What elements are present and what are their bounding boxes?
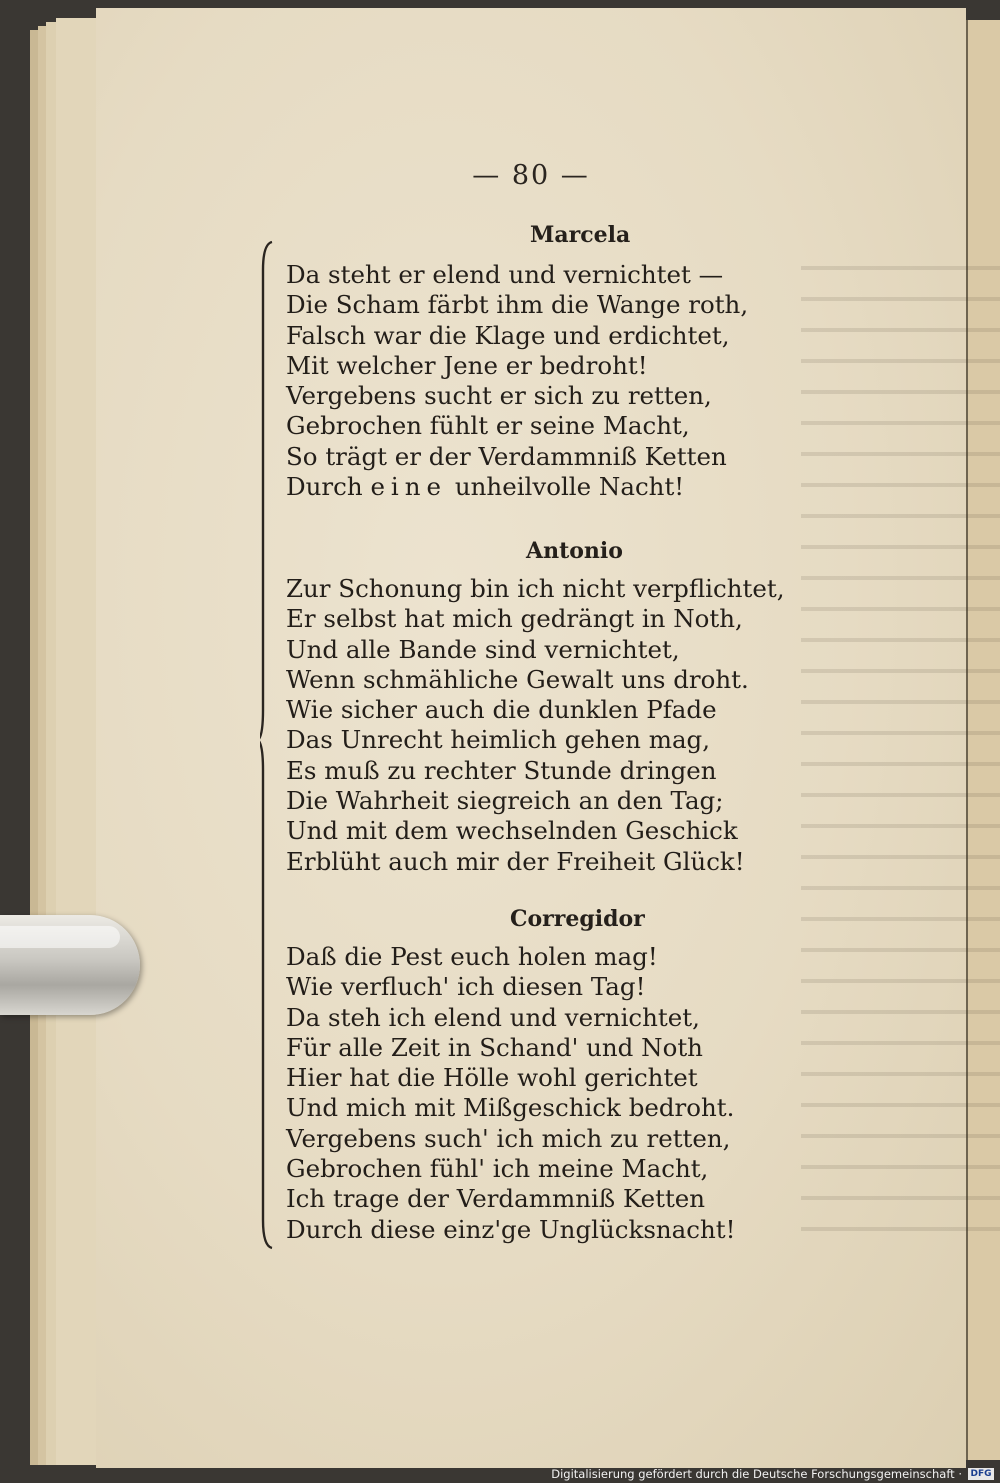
verse-line: Gebrochen fühl' ich meine Macht, [286, 1154, 709, 1184]
digitization-credit: Digitalisierung gefördert durch die Deutsche Forschungsgemeinschaft · [551, 1467, 962, 1481]
verse-line: Es muß zu rechter Stunde dringen [286, 755, 717, 785]
verse-line: Die Scham färbt ihm die Wange roth, [286, 290, 749, 320]
verse-line: Er selbst hat mich gedrängt in Noth, [286, 604, 743, 634]
verse-line: Die Wahrheit siegreich an den Tag; [286, 786, 724, 816]
book-page [96, 8, 966, 1468]
verse-line: Erblüht auch mir der Freiheit Glück! [286, 846, 745, 876]
curly-brace [260, 240, 274, 1250]
verse-line: So trägt er der Verdammniß Ketten [286, 441, 727, 471]
speaker-name: Antonio [526, 538, 623, 564]
verse-line: Zur Schonung bin ich nicht verpflichtet, [286, 574, 785, 603]
verse-line: Das Unrecht heimlich gehen mag, [286, 725, 711, 755]
verse-line: Da steh ich elend und vernichtet, [286, 1002, 700, 1032]
verse-word-spaced: eine [370, 472, 448, 502]
verse-line: Falsch war die Klage und erdichtet, [286, 320, 730, 350]
verse-line: Für alle Zeit in Schand' und Noth [286, 1032, 703, 1062]
speaker-name: Corregidor [510, 906, 645, 932]
page-edge [56, 18, 97, 1465]
verse-block [286, 574, 785, 877]
dfg-logo-icon: DFG [968, 1468, 994, 1480]
verse-line: Da steht er elend und vernichtet — [286, 260, 724, 289]
verse-line [286, 472, 748, 502]
verse-line: Wie sicher auch die dunklen Pfade [286, 695, 717, 725]
verse-line: Gebrochen fühlt er seine Macht, [286, 411, 690, 441]
verse-line: Durch diese einz'ge Unglücksnacht! [286, 1214, 736, 1244]
bleed-through [801, 248, 1000, 1248]
verse-line: Und mit dem wechselnden Geschick [286, 816, 738, 846]
verse-word: Durch [286, 472, 363, 502]
verse-line: Vergebens such' ich mich zu retten, [286, 1123, 731, 1153]
verse-line: Mit welcher Jene er bedroht! [286, 350, 648, 380]
verse-line: Daß die Pest euch holen mag! [286, 942, 658, 971]
verse-line: Und mich mit Mißgeschick bedroht. [286, 1093, 735, 1123]
verse-line: Wie verfluch' ich diesen Tag! [286, 972, 646, 1002]
verse-line: Wenn schmähliche Gewalt uns droht. [286, 664, 749, 694]
verse-line: Ich trage der Verdammniß Ketten [286, 1184, 706, 1214]
verse-line: Und alle Bande sind vernichtet, [286, 634, 680, 664]
speaker-name: Marcela [530, 222, 631, 248]
verse-block [286, 260, 748, 502]
verse-block [286, 942, 735, 1245]
clamp-highlight [0, 926, 120, 948]
verse-word: unheilvolle Nacht! [454, 472, 685, 502]
page-number: — 80 — [472, 160, 590, 191]
verse-line: Vergebens sucht er sich zu retten, [286, 381, 712, 411]
verse-line: Hier hat die Hölle wohl gerichtet [286, 1063, 698, 1093]
